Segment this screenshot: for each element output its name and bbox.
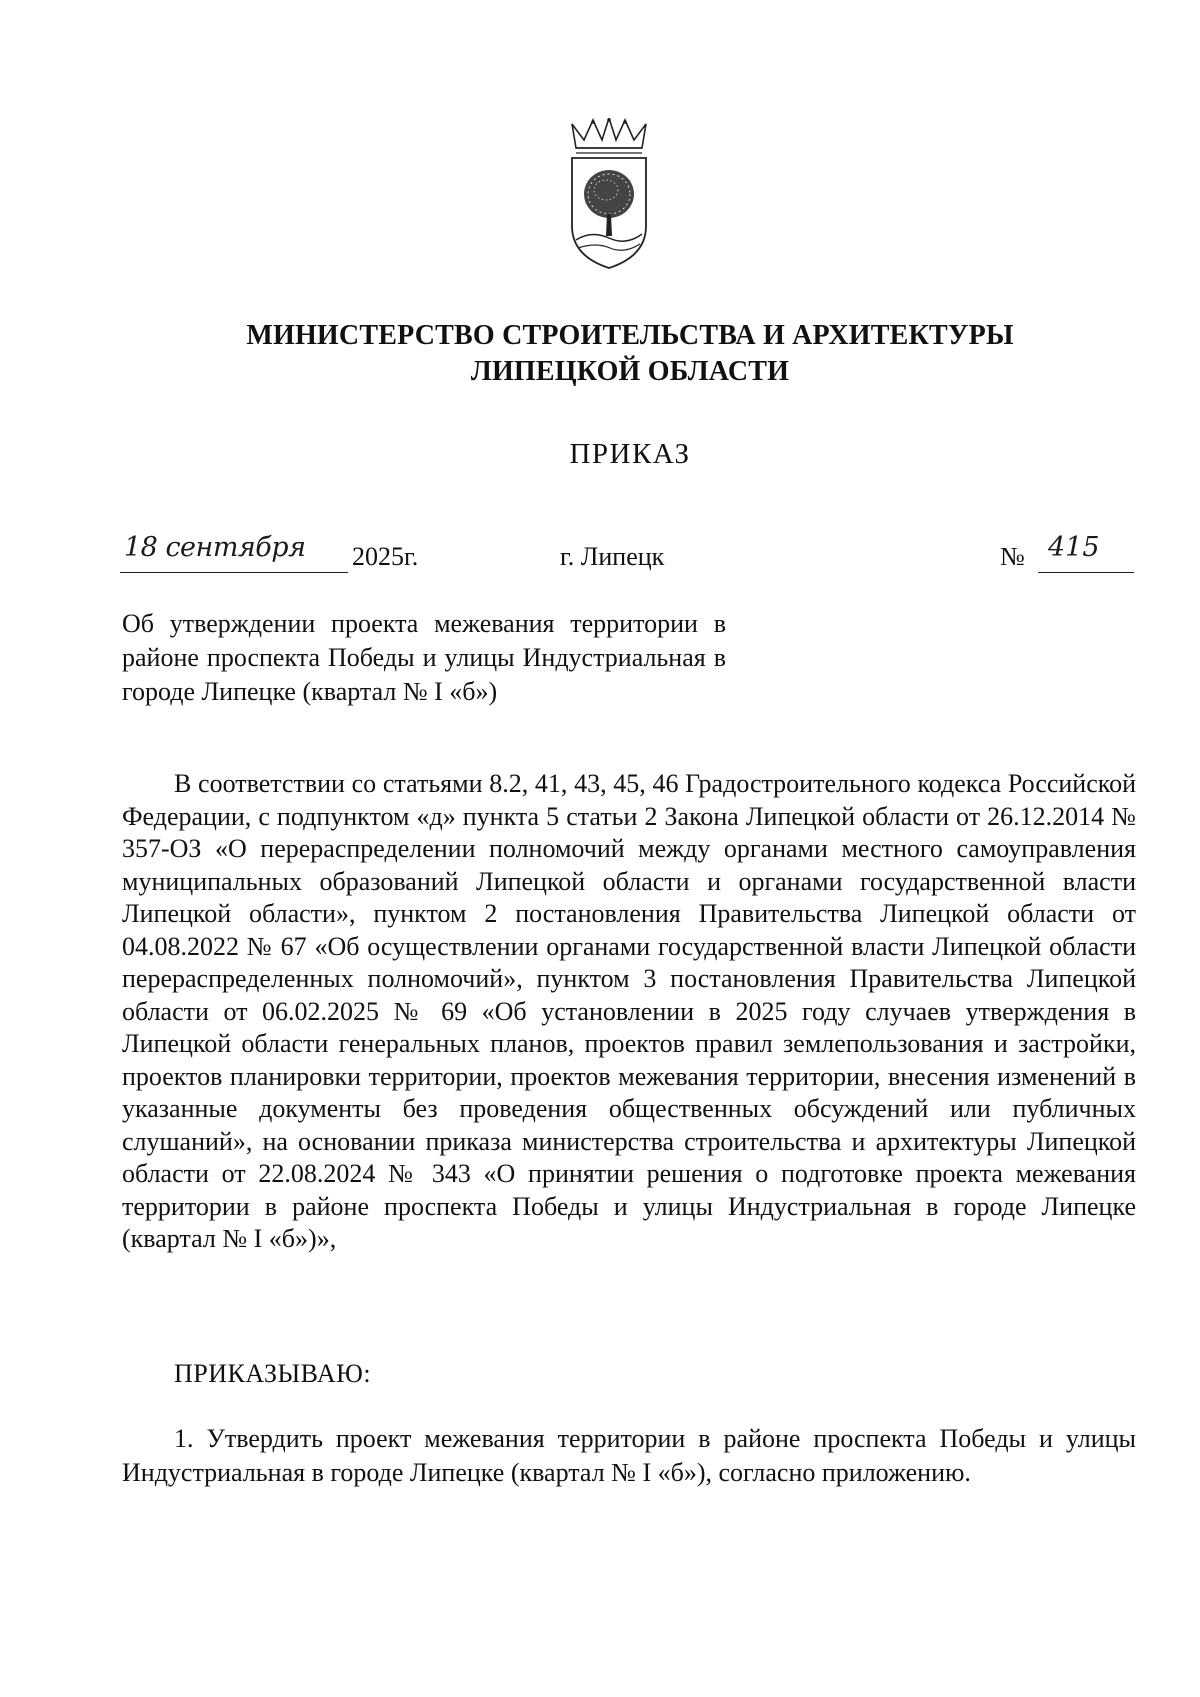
ministry-name-line2: ЛИПЕЦКОЙ ОБЛАСТИ <box>470 356 790 387</box>
ministry-name-line1: МИНИСТЕРСТВО СТРОИТЕЛЬСТВА И АРХИТЕКТУРЫ <box>246 320 1014 351</box>
order-item: 1. Утвердить проект межевания территории в районе проспекта Победы и улицы Индустриальная в городе Липецке (квартал № I «б»), согласно приложению. <box>122 1424 1136 1487</box>
number-label: № <box>1000 542 1025 571</box>
handwritten-date: 18 сентября <box>124 532 306 563</box>
year: 2025г. <box>352 542 419 571</box>
order-subject: Об утверждении проекта межевания территории в районе проспекта Победы и улицы Индустриальная в городе Липецке (квартал № I «б») <box>122 609 726 706</box>
document-type: ПРИКАЗ <box>569 438 691 470</box>
date-field <box>120 532 348 573</box>
preamble-paragraph: В соответствии со статьями 8.2, 41, 43, 45, 46 Градостроительного кодекса Российской Федерации, с подпунктом «д» пункта 5 статьи 2 Закона Липецкой области от 26.12.2014 № 357-ОЗ «О перераспределении полномочий между органами местного самоуправления муниципальных образований Липецкой области и органами государственной власти Липецкой области», пунктом 2 постановления Правительства Липецкой области от 04.08.2022 № 67 «Об осуществлении органами государственной власти Липецкой области перераспределенных полномочий», пунктом 3 постановления Правительства Липецкой области от 06.02.2025 № 69 «Об установлении в 2025 году случаев утверждения в Липецкой области генеральных планов, проектов правил землепользования и застройки, проектов планировки территории, проектов межевания территории, внесения изменений в указанные документы без проведения общественных обсуждений или публичных слушаний», на основании приказа министерства строительства и архитектуры Липецкой области от 22.08.2024 № 343 «О принятии решения о подготовке проекта межевания территории в районе проспекта Победы и улицы Индустриальная в городе Липецке (квартал № I «б»)», <box>122 769 1136 1253</box>
ministry-name <box>0 318 1200 390</box>
number-field <box>1038 532 1134 573</box>
order-directive: ПРИКАЗЫВАЮ: <box>174 1359 372 1388</box>
city: г. Липецк <box>560 542 665 571</box>
coat-of-arms-icon <box>566 118 652 270</box>
handwritten-number: 415 <box>1048 532 1100 563</box>
